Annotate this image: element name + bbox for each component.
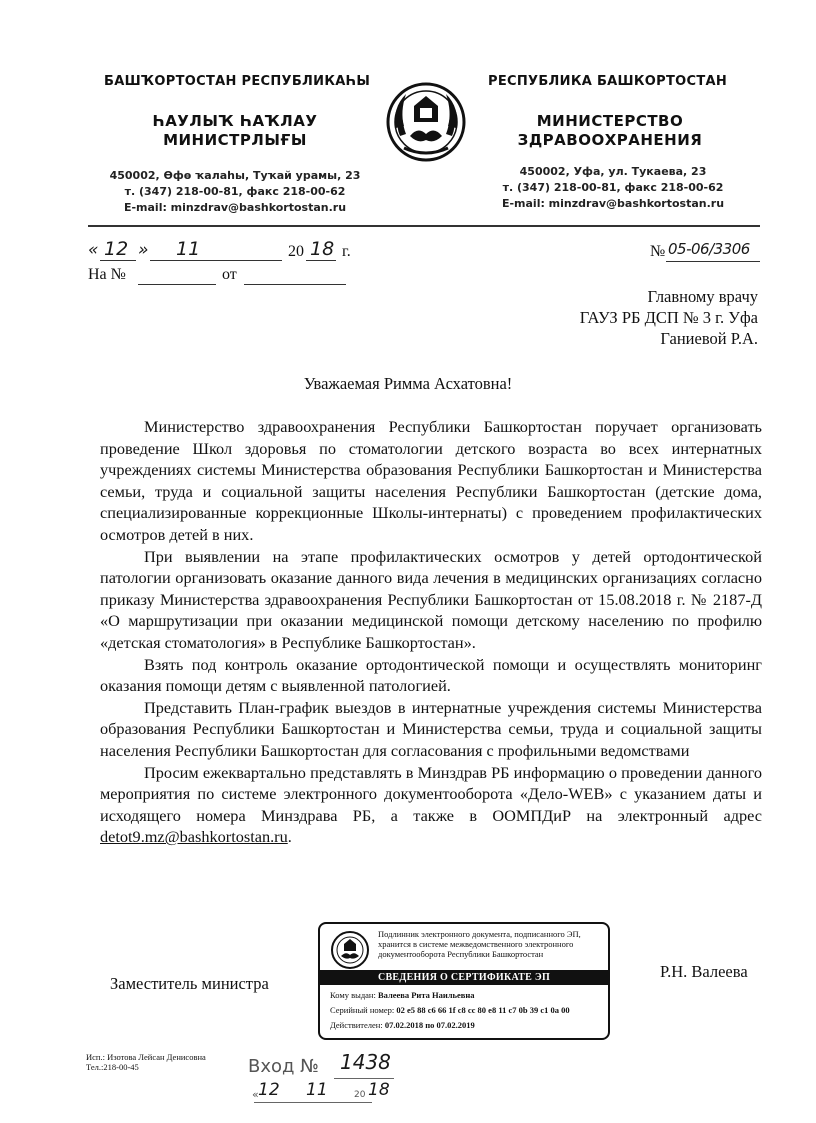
year-prefix: 20 xyxy=(288,243,304,260)
ref-date-line xyxy=(244,284,346,285)
serial-value: 02 e5 88 c6 66 1f c8 cc 80 e8 11 c7 0b 39 c1 0a 00 xyxy=(396,1005,570,1015)
ref-from-label: от xyxy=(222,266,237,283)
issued-to-label: Кому выдан: xyxy=(330,990,376,1000)
email-link[interactable]: detot9.mz@bashkortostan.ru xyxy=(100,827,288,847)
valid-label: Действителен: xyxy=(330,1020,383,1030)
ministry-name-bashkir xyxy=(110,112,360,150)
date-day-line xyxy=(100,260,136,261)
e-signature-certificate xyxy=(318,922,610,1040)
address-block-right xyxy=(488,164,738,212)
paragraph-1: Министерство здравоохранения Республики Башкортостан поручает организовать проведение Школ здоровья по стоматологии детского возраста во всех интернатных учреждениях системы Министерства образования Республики Башкортостан и Министерства семьи, труда и социальной защиты населения Республики Башкортостан (детские дома, специализированные коррекционные Школы-интернаты) с проведением профилактических осмотров детей в них. xyxy=(100,417,762,544)
reference-line xyxy=(88,266,358,290)
recipient-line1: Главному врачу xyxy=(647,287,758,306)
email-left: E-mail: minzdrav@bashkortostan.ru xyxy=(123,201,347,214)
issued-to-value: Валеева Рита Наильевна xyxy=(377,990,475,1000)
year-suffix: 18 xyxy=(310,238,335,260)
date-close-quote: » xyxy=(138,240,149,260)
address-right: 450002, Уфа, ул. Тукаева, 23 xyxy=(519,165,707,178)
incoming-day: 12 xyxy=(258,1080,280,1100)
ministry-name-russian-line1: МИНИСТЕРСТВО xyxy=(536,112,684,130)
ministry-name-bashkir-line1: ҺАУЛЫҠ ҺАҠЛАУ xyxy=(152,112,318,130)
header-divider xyxy=(88,225,760,227)
number-label: № xyxy=(650,243,666,260)
certificate-serial xyxy=(330,1005,602,1015)
incoming-year-suffix: 18 xyxy=(368,1080,390,1100)
certificate-valid xyxy=(330,1020,602,1030)
certificate-emblem-icon xyxy=(330,930,370,970)
date-line xyxy=(88,240,378,264)
letter-body xyxy=(100,416,762,848)
certificate-title: СВЕДЕНИЯ О СЕРТИФИКАТЕ ЭП xyxy=(320,970,608,985)
address-block-left xyxy=(104,168,366,216)
republic-name-bashkir: БАШҠОРТОСТАН РЕСПУБЛИКАҺЫ xyxy=(104,74,371,89)
year-line xyxy=(306,260,336,261)
ministry-name-russian-line2: ЗДРАВООХРАНЕНИЯ xyxy=(517,131,703,149)
signatory-name: Р.Н. Валеева xyxy=(660,962,748,981)
ministry-name-bashkir-line2: МИНИСТРЛЫҒЫ xyxy=(163,131,307,149)
certificate-note: Подлинник электронного документа, подписанного ЭП, хранится в системе межведомственного электронного документооборота Республики Башкортостан xyxy=(378,929,581,959)
certificate-issued-to xyxy=(330,990,602,1000)
number-line xyxy=(666,261,760,262)
number-value: 05-06/3306 xyxy=(668,240,750,258)
serial-label: Серийный номер: xyxy=(330,1005,395,1015)
ref-label: На № xyxy=(88,266,126,283)
salutation: Уважаемая Римма Асхатовна! xyxy=(303,374,513,393)
executor-phone: Тел.:218-00-45 xyxy=(86,1062,139,1072)
valid-value: 07.02.2018 по 07.02.2019 xyxy=(384,1020,475,1030)
paragraph-2: При выявлении на этапе профилактических осмотров у детей ортодонтической патологии организовать оказание данного вида лечения в медицинских организациях согласно приказу Министерства здравоохранения Республики Башкортостан от 15.08.2018 г. № 2187-Д «О маршрутизации при оказании медицинской помощи детскому населению по профилю «детская стоматология» в Республике Башкортостан». xyxy=(100,546,762,652)
date-month: 11 xyxy=(176,238,201,260)
date-day: 12 xyxy=(104,238,129,260)
date-open-quote: « xyxy=(88,240,99,260)
incoming-number: 1438 xyxy=(340,1050,391,1074)
paragraph-4: Представить План-график выездов в интернатные учреждения системы Министерства образования Республики Башкортостан и Министерства семьи, труда и социальной защиты населения Республики Башкортостан для согласования с профильными ведомствами xyxy=(100,697,762,760)
paragraph-3: Взять под контроль оказание ортодонтической помощи и осуществлять мониторинг оказания помощи детям с выявленной патологией. xyxy=(100,654,762,696)
incoming-open-quote: « xyxy=(252,1088,259,1101)
date-month-line xyxy=(150,260,282,261)
republic-name-russian: РЕСПУБЛИКА БАШКОРТОСТАН xyxy=(488,74,728,89)
year-end: г. xyxy=(342,243,351,260)
paragraph-5-text: Просим ежеквартально представлять в Минздрав РБ информацию о проведении данного мероприятия по системе электронного документооборота «Дело-WEB» с указанием даты и исходящего номера Минздрава РБ, а также в ООМПДиР на электронный адрес xyxy=(100,762,762,825)
executor-name: Исп.: Изотова Лейсан Денисовна xyxy=(86,1052,206,1062)
ref-number-line xyxy=(138,284,216,285)
executor-info xyxy=(86,1052,206,1072)
signatory-position: Заместитель министра xyxy=(110,974,269,993)
coat-of-arms-icon xyxy=(384,78,468,168)
outgoing-number xyxy=(650,240,762,264)
email-right: E-mail: minzdrav@bashkortostan.ru xyxy=(501,197,725,210)
incoming-label: Вход № xyxy=(248,1056,319,1077)
incoming-month: 11 xyxy=(306,1080,328,1100)
incoming-registration-stamp xyxy=(248,1046,408,1106)
paragraph-5-tail: . xyxy=(287,827,292,847)
recipient-line3: Ганиевой Р.А. xyxy=(660,329,758,348)
address-left: 450002, Өфө ҡалаһы, Туҡай урамы, 23 xyxy=(109,169,361,182)
incoming-year-prefix: 20 xyxy=(354,1090,366,1100)
recipient-block xyxy=(500,286,758,349)
phone-right: т. (347) 218-00-81, факс 218-00-62 xyxy=(502,181,724,194)
ministry-name-russian xyxy=(490,112,730,150)
incoming-number-line xyxy=(334,1078,394,1079)
phone-left: т. (347) 218-00-81, факс 218-00-62 xyxy=(124,185,346,198)
incoming-date-line xyxy=(254,1102,372,1103)
recipient-line2: ГАУЗ РБ ДСП № 3 г. Уфа xyxy=(579,308,758,327)
paragraph-5 xyxy=(100,762,762,848)
